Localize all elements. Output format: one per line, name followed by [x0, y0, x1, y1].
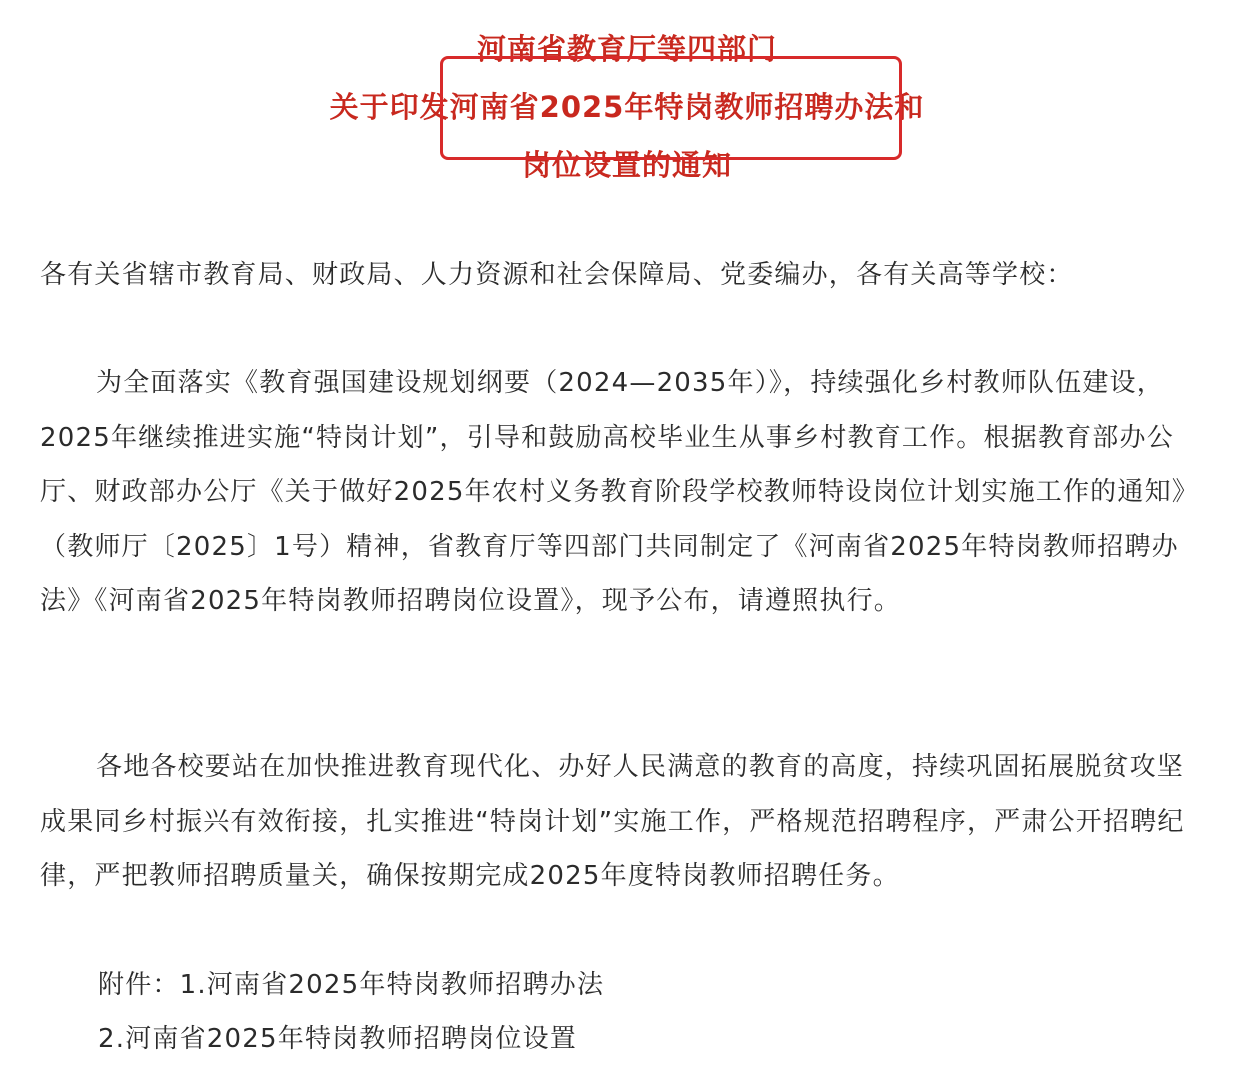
title-line-3: 岗位设置的通知	[521, 148, 732, 182]
attachment-2: 2.河南省2025年特岗教师招聘岗位设置	[98, 1024, 577, 1054]
title-line-2	[0, 78, 1254, 136]
highlighted-title-text: 河南省2025年特岗教师招聘办法	[449, 90, 895, 124]
title-line-1: 河南省教育厅等四部门	[476, 32, 777, 66]
paragraph-2: 各地各校要站在加快推进教育现代化、办好人民满意的教育的高度，持续巩固拓展脱贫攻坚成果同乡村振兴有效衔接，扎实推进“特岗计划”实施工作，严格规范招聘程序，严肃公开招聘纪律，严把教师招聘质量关，确保按期完成2025年度特岗教师招聘任务。	[40, 752, 1185, 891]
title-line-2-prefix: 关于印发	[329, 90, 450, 124]
paragraph-1: 为全面落实《教育强国建设规划纲要（2024—2035年）》，持续强化乡村教师队伍建设，2025年继续推进实施“特岗计划”，引导和鼓励高校毕业生从事乡村教育工作。根据教育部办公厅、财政部办公厅《关于做好2025年农村义务教育阶段学校教师特设岗位计划实施工作的通知》（教师厅〔2025〕1号）精神，省教育厅等四部门共同制定了《河南省2025年特岗教师招聘办法》《河南省2025年特岗教师招聘岗位设置》，现予公布，请遵照执行。	[40, 368, 1199, 616]
notice-title	[0, 20, 1254, 194]
attachment-1: 附件：1.河南省2025年特岗教师招聘办法	[98, 970, 605, 1000]
highlighted-title-phrase	[450, 78, 895, 136]
addressee: 各有关省辖市教育局、财政局、人力资源和社会保障局、党委编办，各有关高等学校：	[40, 260, 1074, 290]
title-line-2-suffix: 和	[894, 90, 925, 124]
